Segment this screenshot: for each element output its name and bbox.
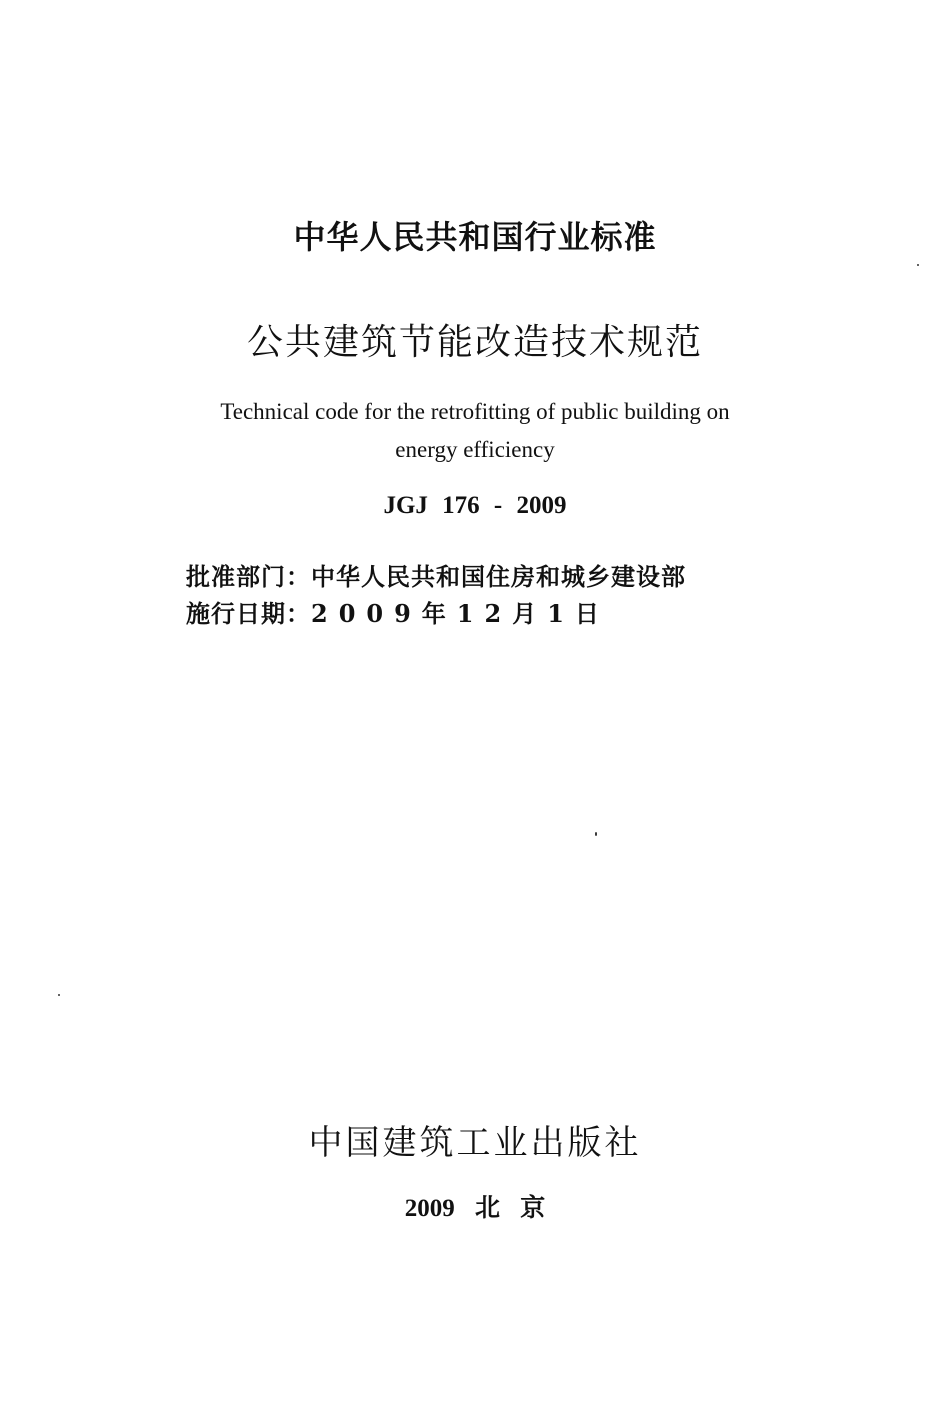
scan-speck — [917, 264, 919, 266]
effective-value: 2009年12月1日 — [311, 599, 610, 628]
standard-code: JGJ 176 - 2009 — [383, 492, 567, 519]
publisher: 中国建筑工业出版社 — [308, 1123, 642, 1163]
document-title-cn: 公共建筑节能改造技术规范 — [246, 322, 703, 363]
approval-department — [186, 557, 686, 592]
title-en-line-1: Technical code for the retrofitting of public building on — [220, 399, 730, 424]
document-title-en — [0, 393, 950, 469]
approval-value: 中华人民共和国住房和城乡建设部 — [311, 563, 686, 591]
scan-speck — [58, 994, 60, 996]
title-en-line-2: energy efficiency — [395, 437, 555, 462]
effective-label: 施行日期： — [186, 600, 311, 628]
publish-year-place: 2009 北 京 — [404, 1195, 546, 1222]
scan-speck — [595, 832, 597, 836]
standard-category: 中华人民共和国行业标准 — [293, 218, 657, 256]
effective-date — [186, 594, 610, 629]
approval-label: 批准部门： — [186, 563, 311, 591]
